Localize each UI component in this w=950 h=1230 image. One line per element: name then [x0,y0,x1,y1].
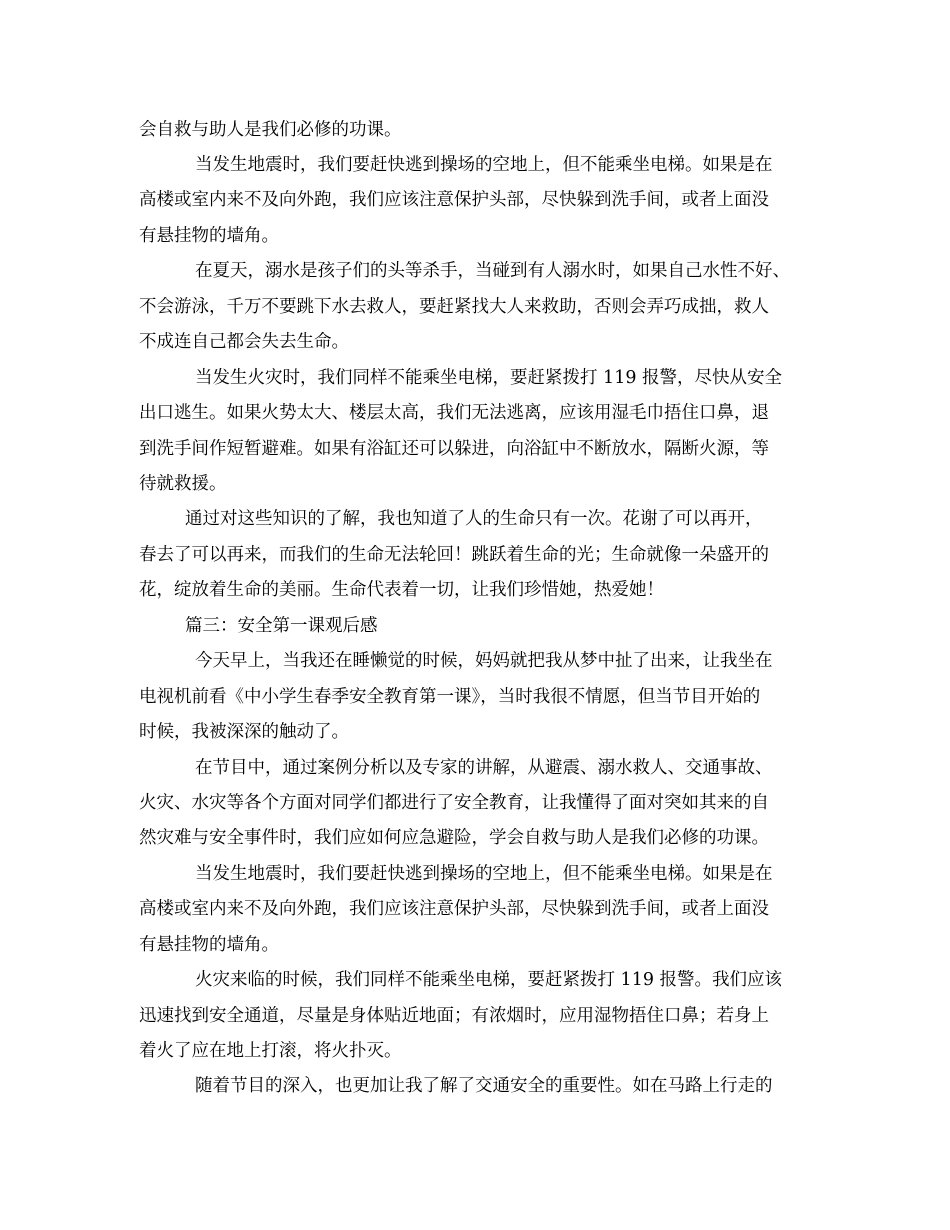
text-line: 花，绽放着生命的美丽。生命代表着一切，让我们珍惜她，热爱她！ [139,580,664,600]
text-line: 不成连自己都会失去生命。 [139,332,349,352]
text-line: 春去了可以再来，而我们的生命无法轮回！跳跃着生命的光；生命就像一朵盛开的 [139,545,769,565]
text-line: 在节目中，通过案例分析以及专家的讲解，从避震、溺水救人、交通事故、 [195,758,773,778]
text-line: 火灾、水灾等各个方面对同学们都进行了安全教育，让我懂得了面对突如其来的自 [139,793,769,813]
text-line: 随着节目的深入，也更加让我了解了交通安全的重要性。如在马路上行走的 [195,1076,773,1096]
text-line: 不会游泳，千万不要跳下水去救人，要赶紧找大人来救助，否则会弄巧成拙，救人 [139,297,769,317]
text-line: 当发生火灾时，我们同样不能乘坐电梯，要赶紧拨打 119 报警，尽快从安全 [195,368,783,388]
text-line: 出口逃生。如果火势太大、楼层太高，我们无法逃离，应该用湿毛巾捂住口鼻，退 [139,403,769,423]
text-line: 会自救与助人是我们必修的功课。 [139,120,402,140]
text-line: 时候，我被深深的触动了。 [139,722,349,742]
text-line: 到洗手间作短暂避难。如果有浴缸还可以躲进，向浴缸中不断放水，隔断火源，等 [139,439,769,459]
text-line: 有悬挂物的墙角。 [139,226,279,246]
text-line: 通过对这些知识的了解，我也知道了人的生命只有一次。花谢了可以再开， [185,509,763,529]
text-line: 着火了应在地上打滚，将火扑灭。 [139,1041,402,1061]
text-line: 当发生地震时，我们要赶快逃到操场的空地上，但不能乘坐电梯。如果是在 [195,864,773,884]
text-line: 今天早上，当我还在睡懒觉的时候，妈妈就把我从梦中扯了出来，让我坐在 [195,651,773,671]
text-line: 电视机前看《中小学生春季安全教育第一课》，当时我很不情愿，但当节目开始的 [139,687,761,707]
text-line: 有悬挂物的墙角。 [139,935,279,955]
text-line: 在夏天，溺水是孩子们的头等杀手，当碰到有人溺水时，如果自己水性不好、 [195,261,790,281]
text-line: 待就救援。 [139,474,227,494]
text-line: 火灾来临的时候，我们同样不能乘坐电梯，要赶紧拨打 119 报警。我们应该 [195,970,783,990]
text-line: 当发生地震时，我们要赶快逃到操场的空地上，但不能乘坐电梯。如果是在 [195,155,773,175]
text-line: 高楼或室内来不及向外跑，我们应该注意保护头部，尽快躲到洗手间，或者上面没 [139,899,769,919]
text-line: 然灾难与安全事件时，我们应如何应急避险，学会自救与助人是我们必修的功课。 [139,828,769,848]
text-line: 迅速找到安全通道，尽量是身体贴近地面；有浓烟时，应用湿物捂住口鼻；若身上 [139,1006,769,1026]
section-heading: 篇三：安全第一课观后感 [185,616,378,636]
text-line: 高楼或室内来不及向外跑，我们应该注意保护头部，尽快躲到洗手间，或者上面没 [139,190,769,210]
